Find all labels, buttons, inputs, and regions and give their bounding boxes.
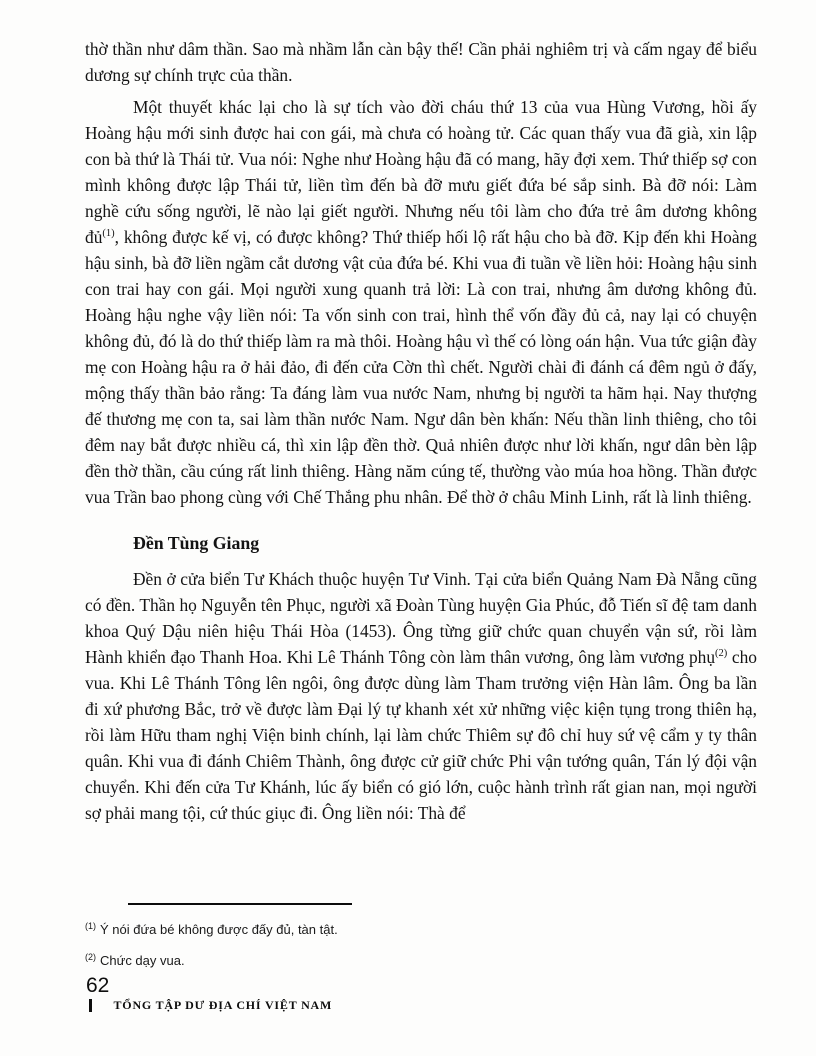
footnote-block (85, 903, 757, 984)
footnote-1 (85, 922, 757, 938)
paragraph-legend-hung-vuong (85, 94, 757, 510)
footnote-2 (85, 953, 757, 969)
paragraph-text: , không được kế vị, có được không? Thứ thiếp hối lộ rất hậu cho bà đỡ. Kịp đến khi Hoàng hậu sinh, bà đỡ liền ngầm cắt dương vật của đứa bé. Khi vua đi tuần về liền hỏi: Hoàng hậu sinh con trai hay con gái. Mọi người xung quanh trả lời: Là con trai, nhưng âm dương không đủ. Hoàng hậu nghe vậy liền nói: Ta vốn sinh con trai, hình thể vốn đầy đủ cả, nay lại có chuyện không đủ, đó là do thứ thiếp làm ra mà thôi. Hoàng hậu vì thế có lòng oán hận. Vua tức giận đày mẹ con Hoàng hậu ra ở hải đảo, đi đến cửa Cờn thì chết. Người chài đi đánh cá đêm ngủ ở đấy, mộng thấy thần bảo rằng: Ta đáng làm vua nước Nam, nhưng bị người ta hãm hại. Nay thượng đế thương mẹ con ta, sai làm thần nước Nam. Ngư dân bèn khấn: Nếu thần linh thiêng, cho tôi đêm nay bắt được nhiều cá, thì xin lập đền thờ. Quả nhiên được như lời khấn, ngư dân bèn lập đền thờ thần, cầu cúng rất linh thiêng. Hàng năm cúng tế, thường vào múa hoa hồng. Thần được vua Trần bao phong cùng với Chế Thắng phu nhân. Để thờ ở châu Minh Linh, rất là linh thiêng. (85, 227, 757, 507)
footnote-2-marker: (2) (85, 951, 96, 962)
page-footer (86, 975, 332, 1013)
paragraph-den-tung-giang (85, 566, 757, 826)
page-number: 62 (86, 974, 110, 997)
footnote-2-text: Chức dạy vua. (100, 953, 185, 968)
book-title: TỔNG TẬP DƯ ĐỊA CHÍ VIỆT NAM (113, 998, 333, 1012)
body-text (85, 36, 757, 826)
paragraph-continuation: thờ thần như dâm thần. Sao mà nhầm lẫn càn bậy thế! Cần phải nghiêm trị và cấm ngay để biểu dương sự chính trực của thần. (85, 39, 757, 85)
paragraph-text: cho vua. Khi Lê Thánh Tông lên ngôi, ông được dùng làm Tham trưởng viện Hàn lâm. Ông ba lần đi xứ phương Bắc, trở về được làm Đại lý tự khanh xét xử những việc kiện tụng trong thiên hạ, rồi làm Hữu tham nghị Viện binh chính, lại làm chức Thiêm sự đô chỉ huy sứ vệ cẩm y ty thân quân. Khi vua đi đánh Chiêm Thành, ông được cử giữ chức Phi vận tướng quân, Tán lý đội vận chuyển. Khi đến cửa Tư Khánh, lúc ấy biển có gió lớn, cuộc hành trình rất gian nan, mọi người sợ phải mang tội, cứ thúc giục đi. Ông liền nói: Thà để (85, 647, 757, 823)
footnote-ref-1: (1) (102, 228, 115, 240)
footer-line (86, 998, 332, 1013)
paragraph-text: Đền ở cửa biển Tư Khách thuộc huyện Tư Vinh. Tại cửa biển Quảng Nam Đà Nẵng cũng có đền. Thần họ Nguyễn tên Phục, người xã Đoàn Tùng huyện Gia Phúc, đỗ Tiến sĩ đệ tam danh khoa Quý Dậu niên hiệu Thái Hòa (1453). Ông từng giữ chức quan chuyển vận sứ, rồi làm Hành khiển đạo Thanh Hoa. Khi Lê Thánh Tông còn làm thân vương, ông làm vương phụ (85, 569, 757, 667)
paragraph-text: Một thuyết khác lại cho là sự tích vào đời cháu thứ 13 của vua Hùng Vương, hồi ấy Hoàng hậu mới sinh được hai con gái, mà chưa có hoàng tử. Các quan thấy vua đã già, xin lập con bà thứ là Thái tử. Vua nói: Nghe như Hoàng hậu đã có mang, hãy đợi xem. Thứ thiếp sợ con mình không được lập Thái tử, liền tìm đến bà đỡ mưu giết đứa bé sắp sinh. Bà đỡ nói: Làm nghề cứu sống người, lẽ nào lại giết người. Nhưng nếu tôi làm cho đứa trẻ âm dương không đủ (85, 97, 757, 247)
footnote-1-text: Ý nói đứa bé không được đấy đủ, tàn tật. (100, 922, 338, 937)
footer-tick-mark (89, 999, 92, 1012)
section-heading-den-tung-giang: Đền Tùng Giang (133, 533, 260, 553)
footnote-ref-2: (2) (715, 648, 728, 660)
footnote-1-marker: (1) (85, 920, 96, 931)
footnote-separator (128, 903, 352, 905)
